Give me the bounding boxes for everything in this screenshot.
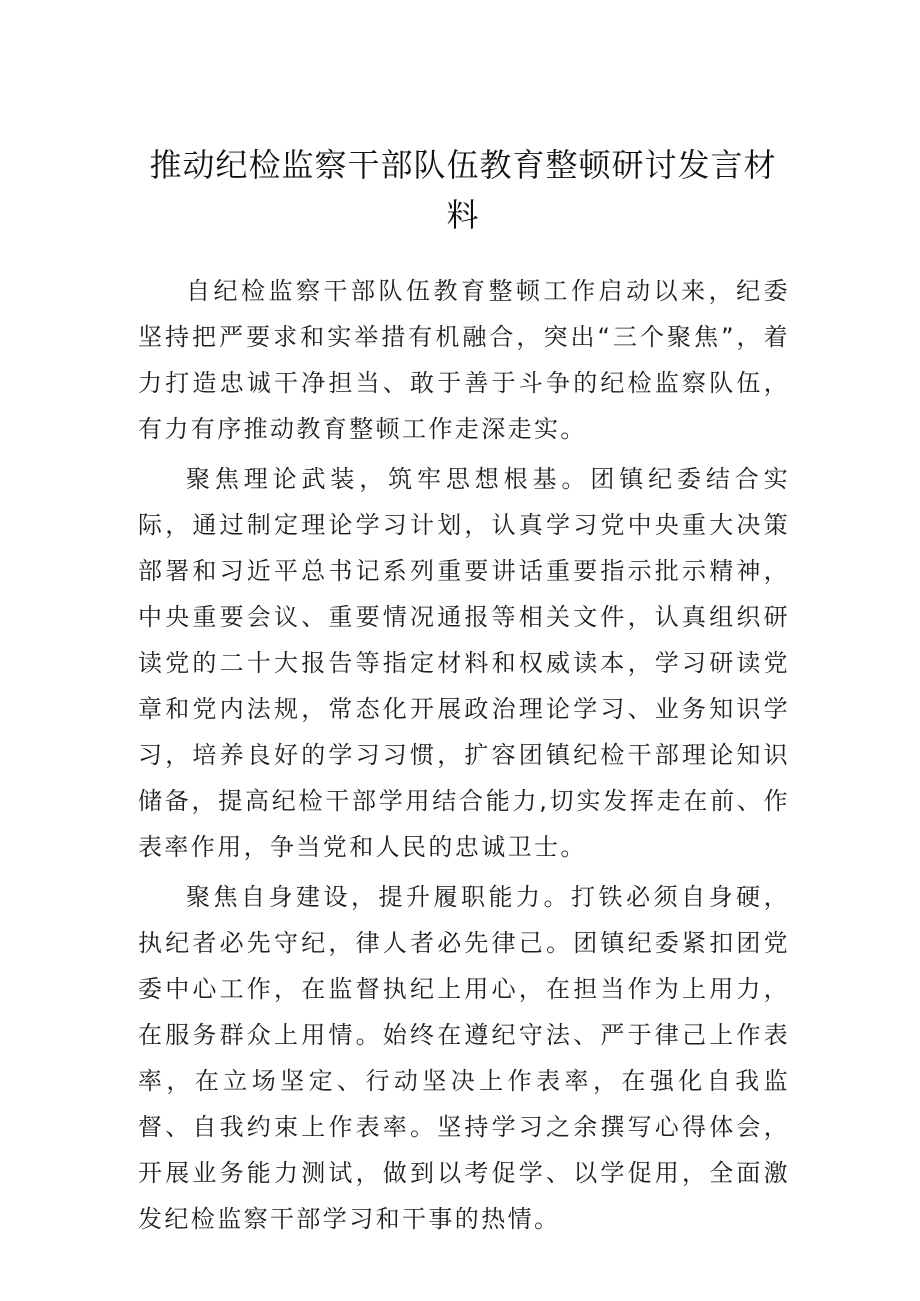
paragraph-intro: 自纪检监察干部队伍教育整顿工作启动以来，纪委坚持把严要求和实举措有机融合，突出“三个聚焦”，着力打造忠诚干净担当、敢于善于斗争的纪检监察队伍，有力有序推动教育整顿工作走深走实。 bbox=[138, 277, 790, 443]
document-body bbox=[138, 268, 790, 1242]
document-title: 推动纪检监察干部队伍教育整顿研讨发言材料 bbox=[149, 146, 777, 234]
paragraph-theory: 聚焦理论武装，筑牢思想根基。团镇纪委结合实际，通过制定理论学习计划，认真学习党中央重大决策部署和习近平总书记系列重要讲话重要指示批示精神，中央重要会议、重要情况通报等相关文件，认真组织研读党的二十大报告等指定材料和权威读本，学习研读党章和党内法规，常态化开展政治理论学习、业务知识学习，培养良好的学习习惯，扩容团镇纪检干部理论知识储备，提高纪检干部学用结合能力,切实发挥走在前、作表率作用，争当党和人民的忠诚卫士。 bbox=[138, 465, 790, 861]
paragraph-self-building: 聚焦自身建设，提升履职能力。打铁必须自身硬，执纪者必先守纪，律人者必先律己。团镇纪委紧扣团党委中心工作，在监督执纪上用心，在担当作为上用力，在服务群众上用情。始终在遵纪守法、严于律己上作表率，在立场坚定、行动坚决上作表率，在强化自我监督、自我约束上作表率。坚持学习之余撰写心得体会，开展业务能力测试，做到以考促学、以学促用，全面激发纪检监察干部学习和干事的热情。 bbox=[138, 883, 790, 1233]
